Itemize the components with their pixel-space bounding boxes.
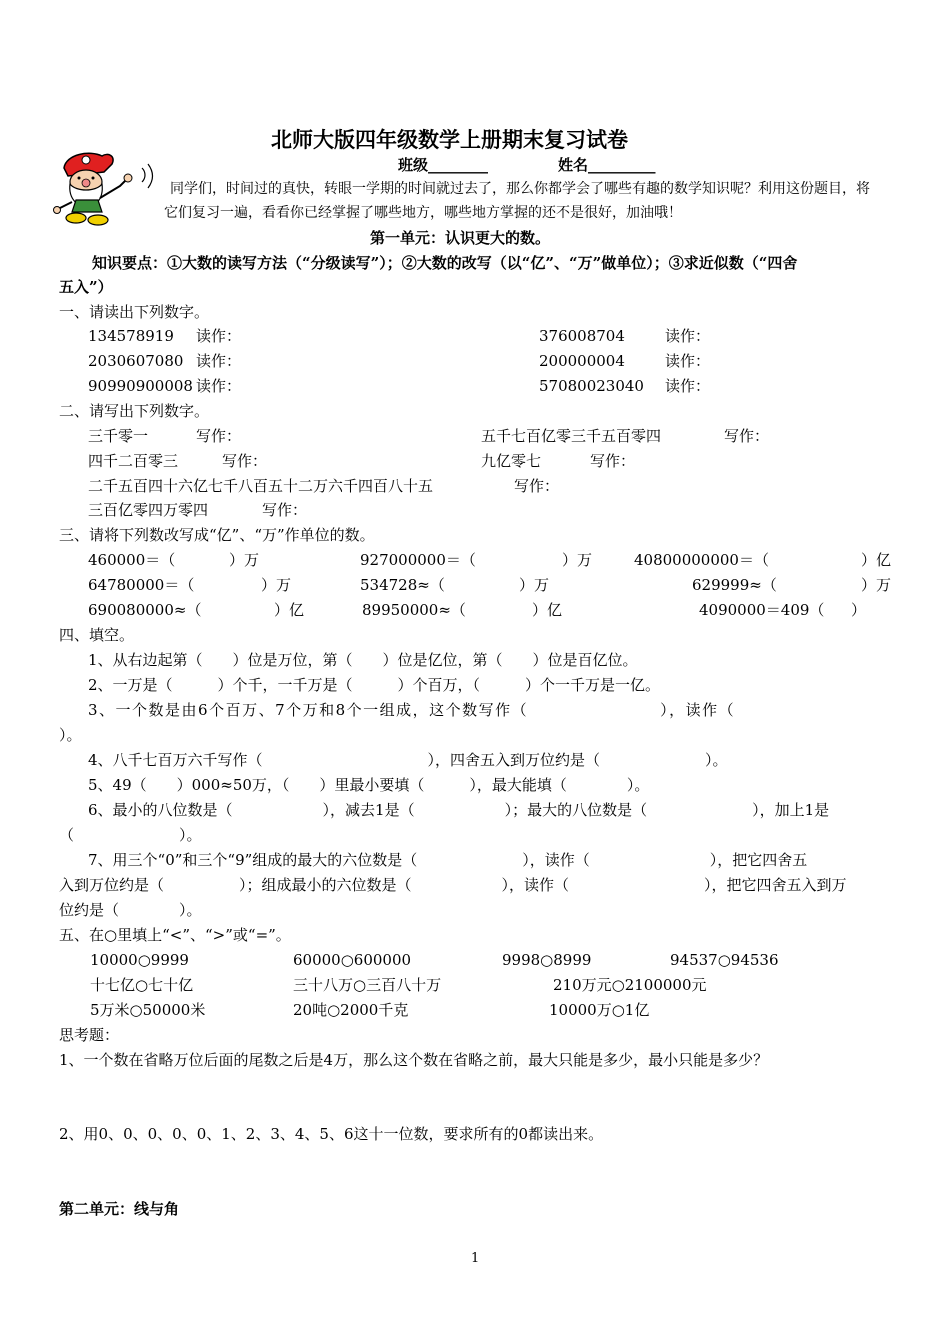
- page-number: 1: [471, 1251, 480, 1266]
- q4-item-7: 7、用三个“0”和三个“9”组成的最大的六位数是（ ），读作（ ），把它四舍五: [88, 851, 808, 869]
- q4-item-5: 5、49（ ）000≈50万，（ ）里最小要填（ ），最大能填（ ）。: [88, 776, 650, 794]
- q4-item-6-end: （ ）。: [59, 826, 202, 844]
- q1-number: 134578919: [88, 327, 174, 345]
- q1-number: 200000004: [539, 352, 625, 370]
- compare-item: 9998○8999: [502, 951, 592, 969]
- q2-heading: 二、请写出下列数字。: [59, 402, 210, 420]
- q3-unit: ）亿: [861, 551, 892, 569]
- q3-unit: ）亿: [274, 601, 305, 619]
- compare-item: 三十八万○三百八十万: [293, 976, 442, 994]
- read-label: 读作：: [665, 377, 711, 395]
- read-label: 读作：: [665, 327, 711, 345]
- q3-item: 40800000000＝（: [634, 551, 769, 569]
- write-label: 写作：: [724, 427, 770, 445]
- thinking-question-2: 2、用0、0、0、0、0、1、2、3、4、5、6这十一位数，要求所有的0都读出来。: [59, 1125, 604, 1143]
- compare-item: 210万元○2100000元: [553, 976, 707, 994]
- q3-item: 64780000＝（: [88, 576, 195, 594]
- class-field: 班级________: [398, 156, 489, 174]
- intro-line-1: 同学们，时间过的真快，转眼一学期的时间就过去了，那么你都学会了哪些有趣的数学知识呢？利用这份题目，将: [170, 181, 870, 197]
- read-label: 读作：: [665, 352, 711, 370]
- write-label: 写作：: [222, 452, 268, 470]
- gnome-mascot-icon: [46, 150, 158, 226]
- compare-item: 60000○600000: [293, 951, 412, 969]
- q3-item: 89950000≈（: [362, 601, 466, 619]
- key-points-line-2: 五入”）: [59, 278, 113, 296]
- q4-item-7-end: 位约是（ ）。: [59, 901, 202, 919]
- write-label: 写作：: [514, 477, 560, 495]
- q3-item: 4090000＝409（: [699, 601, 825, 619]
- read-label: 读作：: [196, 377, 242, 395]
- unit1-title: 第一单元：认识更大的数。: [370, 229, 551, 247]
- q1-number: 5708002304​0: [539, 377, 644, 395]
- q3-unit: ）万: [261, 576, 292, 594]
- q2-item: 二千五百四十六亿七千八百五十二万六千四百八十五: [88, 477, 434, 495]
- q3-heading: 三、请将下列数改写成“亿”、“万”作单位的数。: [59, 526, 375, 544]
- q3-unit: ）万: [562, 551, 593, 569]
- q2-item: 四千二百零三: [88, 452, 179, 470]
- q1-heading: 一、请读出下列数字。: [59, 303, 210, 321]
- q4-item-2: 2、一万是（ ）个千，一千万是（ ）个百万，（ ）个一千万是一亿。: [88, 676, 661, 694]
- intro-line-2: 它们复习一遍，看看你已经掌握了哪些地方，哪些地方掌握的还不是很好，加油哦！: [164, 205, 682, 221]
- thinking-heading: 思考题：: [59, 1026, 120, 1044]
- q3-unit: ）万: [519, 576, 550, 594]
- q3-item: 927000000＝（: [360, 551, 476, 569]
- read-label: 读作：: [196, 352, 242, 370]
- unit2-title: 第二单元：线与角: [59, 1200, 180, 1218]
- q4-item-6: 6、最小的八位数是（ ），减去1是（ ）；最大的八位数是（ ），加上1是: [88, 801, 830, 819]
- compare-item: 20吨○2000千克: [293, 1001, 409, 1019]
- write-label: 写作：: [196, 427, 242, 445]
- write-label: 写作：: [262, 501, 308, 519]
- q1-number: 2030607080: [88, 352, 184, 370]
- read-label: 读作：: [196, 327, 242, 345]
- q3-unit: ）万: [229, 551, 260, 569]
- compare-item: 94537○94536: [670, 951, 779, 969]
- q4-item-3: 3、一个数是由6个百万、7个万和8个一组成，这个数写作（ ），读作（: [88, 701, 736, 719]
- q3-item: 629999≈（: [692, 576, 777, 594]
- q2-item: 三百亿零四万零四: [88, 501, 209, 519]
- compare-item: 十七亿○七十亿: [90, 976, 194, 994]
- q2-item: 九亿零七: [481, 452, 542, 470]
- q4-heading: 四、填空。: [59, 626, 135, 644]
- q1-number: 90990900008: [88, 377, 193, 395]
- q2-item: 五千七百亿零三千五百零四: [481, 427, 662, 445]
- page-title: 北师大版四年级数学上册期末复习试卷: [271, 127, 628, 152]
- key-points-line-1: 知识要点：①大数的读写方法（“分级读写”）；②大数的改写（以“亿”、“万”做单位）；③求近似数（“四舍: [92, 254, 798, 272]
- q2-item: 三千零一: [88, 427, 149, 445]
- q3-unit: ）: [851, 601, 867, 619]
- q5-heading: 五、在○里填上“<”、“>”或“=”。: [59, 926, 291, 944]
- q4-item-7-cont: 入到万位约是（ ）；组成最小的六位数是（ ），读作（ ），把它四舍五入到万: [59, 876, 847, 894]
- compare-item: 10000○9999: [90, 951, 189, 969]
- compare-item: 10000万○1亿: [549, 1001, 650, 1019]
- q3-item: 690080000≈（: [88, 601, 202, 619]
- q4-item-3-end: ）。: [59, 726, 82, 744]
- name-field: 姓名_________: [558, 156, 656, 174]
- write-label: 写作：: [590, 452, 636, 470]
- q1-number: 376008704: [539, 327, 625, 345]
- q3-item: 534728≈（: [360, 576, 445, 594]
- q3-item: 460000＝（: [88, 551, 176, 569]
- q4-item-4: 4、八千七百万六千写作（ ），四舍五入到万位约是（ ）。: [88, 751, 728, 769]
- q3-unit: ）亿: [532, 601, 563, 619]
- thinking-question-1: 1、一个数在省略万位后面的尾数之后是4万，那么这个数在省略之前，最大只能是多少，最小只能是多少？: [59, 1051, 769, 1069]
- q4-item-1: 1、从右边起第（ ）位是万位，第（ ）位是亿位，第（ ）位是百亿位。: [88, 651, 638, 669]
- q3-unit: ）万: [861, 576, 892, 594]
- compare-item: 5万米○50000米: [90, 1001, 206, 1019]
